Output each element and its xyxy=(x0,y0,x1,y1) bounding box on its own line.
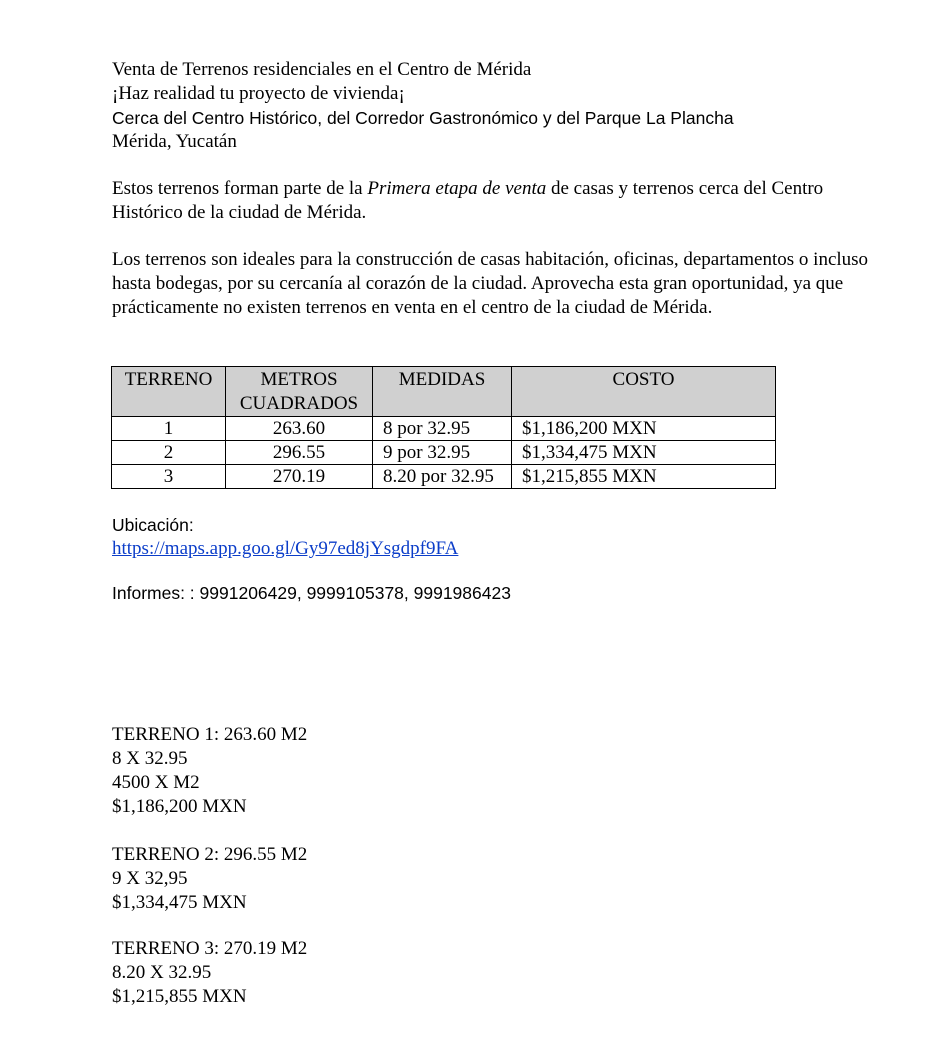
column-header-terreno: TERRENO xyxy=(112,367,226,417)
table-cell: $1,334,475 MXN xyxy=(512,441,776,465)
table-cell: 296.55 xyxy=(226,441,373,465)
informes-text: Informes: : 9991206429, 9999105378, 9991986423 xyxy=(112,583,511,603)
table-cell: $1,215,855 MXN xyxy=(512,465,776,489)
lot-2-summary xyxy=(112,843,874,915)
intro-paragraph: Estos terrenos forman parte de la Primera etapa de venta de casas y terrenos cerca del Centro Histórico de la ciudad de Mérida. xyxy=(112,178,824,223)
lot-3-summary xyxy=(112,937,874,1009)
table-cell: 1 xyxy=(112,417,226,441)
description-paragraph: Los terrenos son ideales para la construcción de casas habitación, oficinas, departamentos o incluso hasta bodegas, por su cercanía al corazón de la ciudad. Aprovecha esta gran oportunidad, ya que prácticamente no existen terrenos en venta en el centro de la ciudad de Mérida. xyxy=(112,249,869,318)
column-header-costo: COSTO xyxy=(512,367,776,417)
lot-detail: 8 X 32.95 xyxy=(112,748,188,769)
lot-title: TERRENO 2: 296.55 M2 xyxy=(112,844,308,865)
ubicacion-block xyxy=(112,513,874,561)
lot-title: TERRENO 3: 270.19 M2 xyxy=(112,938,308,959)
table-header-row xyxy=(112,367,776,417)
nearby-text: Cerca del Centro Histórico, del Corredor Gastronómico y del Parque La Plancha xyxy=(112,108,734,128)
column-header-medidas: MEDIDAS xyxy=(373,367,512,417)
ubicacion-label: Ubicación: xyxy=(112,515,194,535)
lots-table xyxy=(111,366,776,489)
lot-1-summary xyxy=(112,723,874,819)
location-text: Mérida, Yucatán xyxy=(112,131,237,152)
table-row xyxy=(112,441,776,465)
table-cell: 3 xyxy=(112,465,226,489)
lot-detail: $1,215,855 MXN xyxy=(112,986,247,1007)
table-cell: 8 por 32.95 xyxy=(373,417,512,441)
lot-detail: 8.20 X 32.95 xyxy=(112,962,212,983)
lot-detail: $1,186,200 MXN xyxy=(112,796,247,817)
header-block xyxy=(112,58,874,154)
intro-emphasis: Primera etapa de venta xyxy=(367,178,547,199)
map-link[interactable]: https://maps.app.goo.gl/Gy97ed8jYsgdpf9FA xyxy=(112,538,459,559)
table-cell: 2 xyxy=(112,441,226,465)
table-cell: 9 por 32.95 xyxy=(373,441,512,465)
table-cell: 8.20 por 32.95 xyxy=(373,465,512,489)
slogan: ¡Haz realidad tu proyecto de vivienda¡ xyxy=(112,83,405,104)
page-title: Venta de Terrenos residenciales en el Centro de Mérida xyxy=(112,59,532,80)
lot-detail: 9 X 32,95 xyxy=(112,868,188,889)
table-row xyxy=(112,465,776,489)
table-cell: $1,186,200 MXN xyxy=(512,417,776,441)
lot-detail: 4500 X M2 xyxy=(112,772,200,793)
lot-title: TERRENO 1: 263.60 M2 xyxy=(112,724,308,745)
informes-block xyxy=(112,581,874,605)
lot-detail: $1,334,475 MXN xyxy=(112,892,247,913)
column-header-metros: METROS CUADRADOS xyxy=(226,367,373,417)
table-row xyxy=(112,417,776,441)
table-cell: 263.60 xyxy=(226,417,373,441)
table-cell: 270.19 xyxy=(226,465,373,489)
